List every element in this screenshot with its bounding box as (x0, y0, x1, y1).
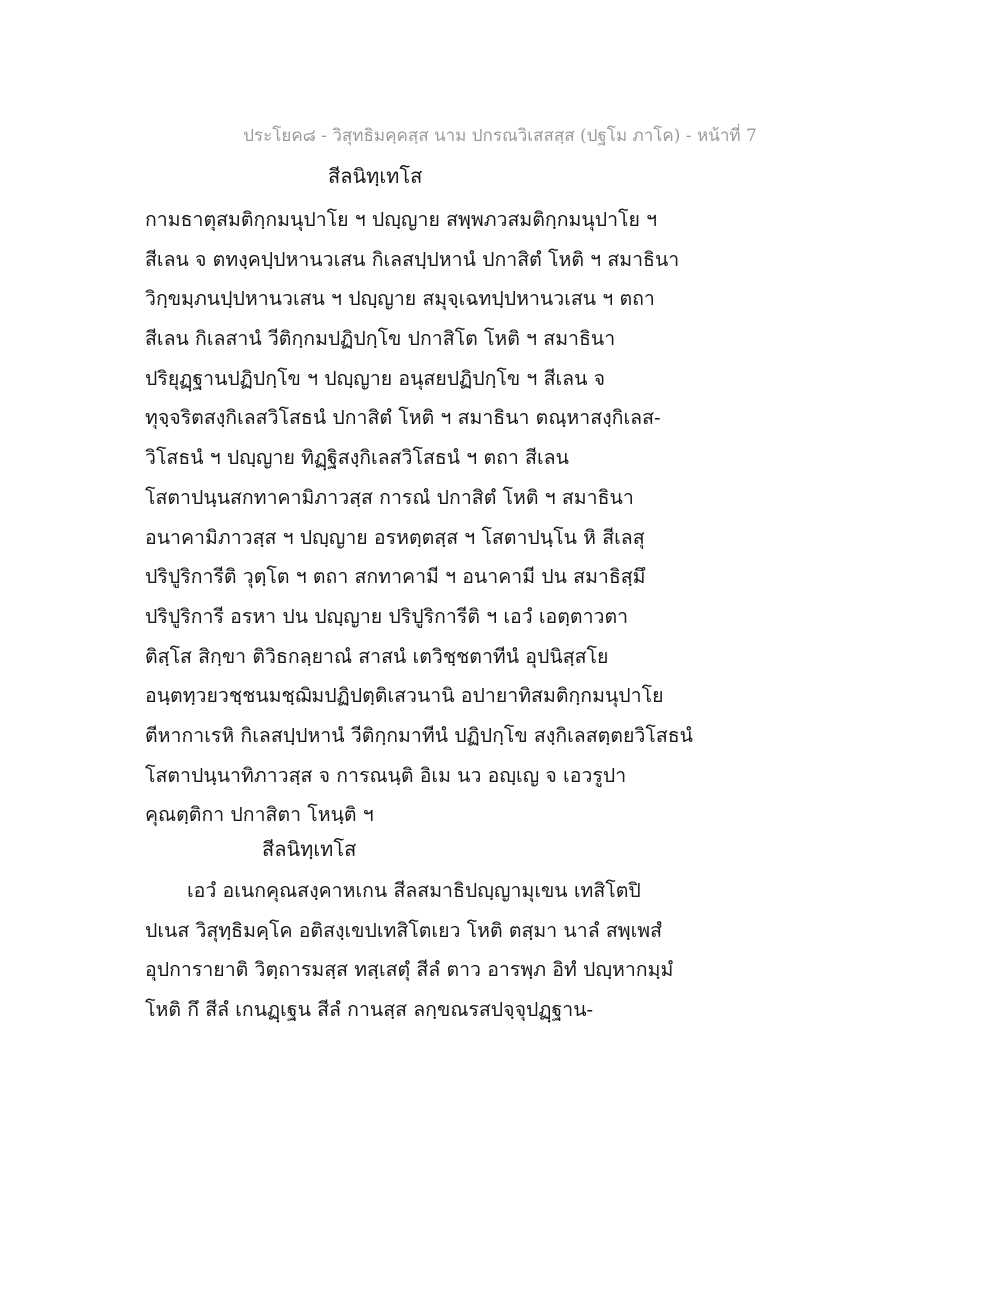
text-line: ติสฺโส สิกฺขา ติวิธกลฺยาณํ สาสนํ เตวิชฺชตาทีนํ อุปนิสฺสโย (145, 644, 609, 668)
section-title: สีลนิทฺเทโส (328, 164, 423, 188)
text-line: วิโสธนํ ฯ ปญฺญาย ทิฏฺฐิสงฺกิเลสวิโสธนํ ฯ ตถา สีเลน (145, 446, 569, 470)
text-line: ปเนส วิสุทฺธิมคฺโค อติสงฺเขปเทสิโตเยว โหติ ตสฺมา นาลํ สพฺเพสํ (145, 918, 663, 942)
text-line: กามธาตุสมติกฺกมนุปาโย ฯ ปญฺญาย สพฺพภวสมติกฺกมนุปาโย ฯ (145, 208, 658, 231)
text-line: โสตาปนฺนาทิภาวสฺส จ การณนฺติ อิเม นว อญฺเญ จ เอวรูปา (145, 763, 627, 787)
text-line: ตีหากาเรหิ กิเลสปฺปหานํ วีติกฺกมาทีนํ ปฏิปกฺโข สงฺกิเลสตฺตยวิโสธนํ (145, 723, 693, 747)
body-paragraph-2 (145, 871, 865, 1030)
text-line: เอวํ อเนกคุณสงฺคาหเกน สีลสมาธิปญฺญามุเขน เทสิโตปิ (187, 879, 641, 902)
text-line: อนฺตทฺวยวชฺชนมชฺฌิมปฏิปตฺติเสวนานิ อปายาทิสมติกฺกมนุปาโย (145, 684, 664, 708)
text-line: อนาคามิภาวสฺส ฯ ปญฺญาย อรหตฺตสฺส ฯ โสตาปนฺโน หิ สีเลสุ (145, 525, 645, 549)
text-line: ปริปูริการีติ วุตฺโต ฯ ตถา สกทาคามี ฯ อนาคามี ปน สมาธิสฺมึ (145, 565, 646, 589)
page-header: ประโยค๘ - วิสุทธิมคฺคสฺส นาม ปกรณวิเสสสฺส (ปฐโม ภาโค) - หน้าที่ 7 (243, 126, 757, 146)
text-line: สีเลน จ ตทงฺคปฺปหานวเสน กิเลสปฺปหานํ ปกาสิตํ โหติ ฯ สมาธินา (145, 247, 680, 271)
text-line: อุปการายาติ วิตฺถารมสฺส ทสฺเสตุํ สีลํ ตาว อารพฺภ อิทํ ปญฺหากมฺมํ (145, 958, 674, 982)
section-subtitle: สีลนิทฺเทโส (262, 837, 357, 861)
text-line: วิกฺขมฺภนปฺปหานวเสน ฯ ปญฺญาย สมุจฺเฉทปฺปหานวเสน ฯ ตถา (145, 287, 655, 311)
body-paragraph (145, 200, 865, 835)
text-line: ปริปูริการี อรหา ปน ปญฺญาย ปริปูริการีติ ฯ เอวํ เอตฺตาวตา (145, 604, 629, 628)
text-line: โหติ กึ สีลํ เกนฏฺเฐน สีลํ กานสฺส ลกฺขณรสปจฺจุปฏฺฐาน- (145, 998, 594, 1022)
text-line: โสตาปนฺนสกทาคามิภาวสฺส การณํ ปกาสิตํ โหติ ฯ สมาธินา (145, 485, 634, 509)
text-line: คุณตฺติกา ปกาสิตา โหนฺติ ฯ (145, 803, 374, 827)
text-line: สีเลน กิเลสานํ วีติกฺกมปฏิปกฺโข ปกาสิโต โหติ ฯ สมาธินา (145, 327, 616, 351)
text-line: ทุจฺจริตสงฺกิเลสวิโสธนํ ปกาสิตํ โหติ ฯ สมาธินา ตณฺหาสงฺกิเลส- (145, 406, 661, 430)
text-line: ปริยุฏฺฐานปฏิปกฺโข ฯ ปญฺญาย อนุสยปฏิปกฺโข ฯ สีเลน จ (145, 366, 606, 390)
